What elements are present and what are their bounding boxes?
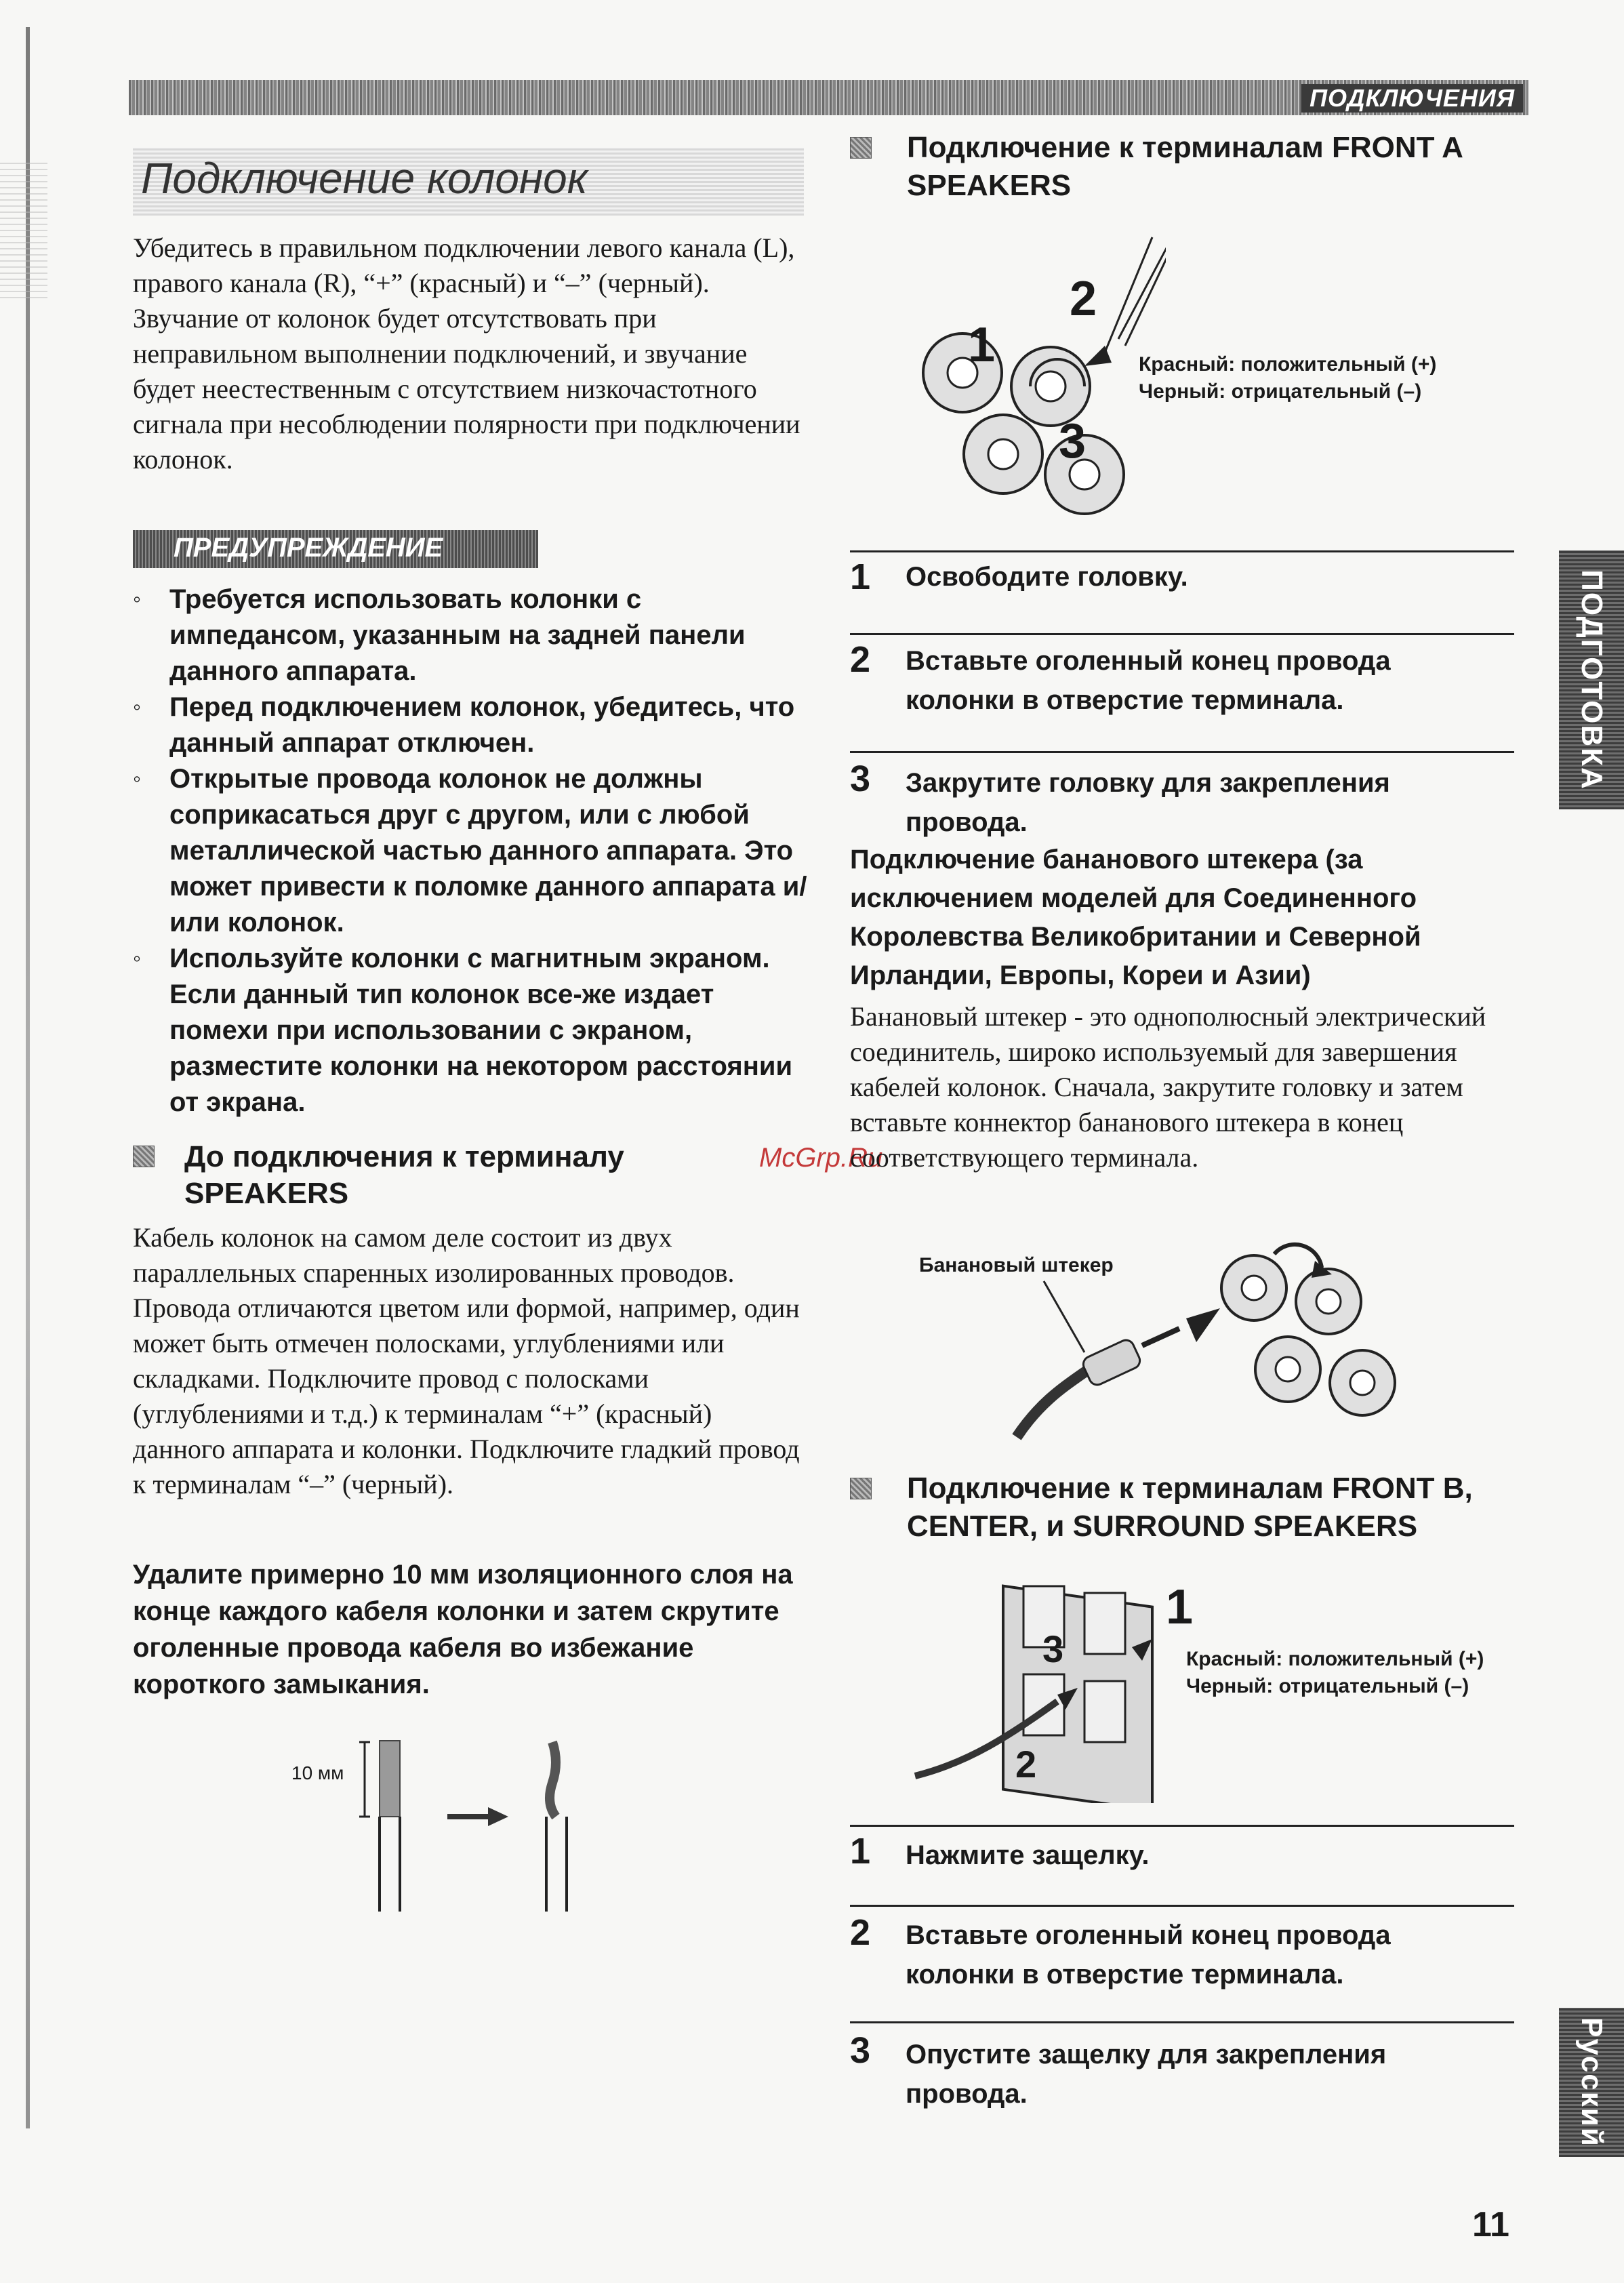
legend-black: Черный: отрицательный (–)	[1139, 380, 1422, 403]
warning-label: ПРЕДУПРЕЖДЕНИЕ	[174, 533, 443, 563]
side-tab-prep	[1559, 550, 1624, 809]
intro-block	[133, 230, 804, 477]
wire-strip-figure	[285, 1722, 583, 1912]
before-paragraph: Кабель колонок на самом деле состоит из двух параллельных спаренных изолированных проводов. Провода отличаются цветом или формой, например, один может быть отмечен полосками, углублениями или складками. Подключите провод с полосками (углублениями и т.д.) к терминалам “+” (красный) данного аппарата и колонки. Подключите гладкий провод к терминалам “–” (черный).	[133, 1222, 800, 1499]
side-tab-lang-label: Русский	[1575, 2017, 1608, 2147]
intro-paragraph: Убедитесь в правильном подключении левого канала (L), правого канала (R), “+” (красный) и “–” (черный). Звучание от колонок будет отсутствовать при неправильном выполнении подключений, и звучание будет неестественным с отсутствием низкочастотного сигнала при несоблюдении полярности при подключении колонок.	[133, 233, 800, 474]
front-b-step-number: 1	[850, 1831, 871, 1872]
banana-plug-label: Банановый штекер	[919, 1254, 1114, 1276]
before-heading: До подключения к терминалу SPEAKERS	[184, 1140, 624, 1210]
fig1-step-2: 2	[1070, 272, 1097, 326]
step-rule	[850, 1825, 1514, 1827]
front-b-heading: Подключение к терминалам FRONT B, CENTER, и SURROUND SPEAKERS	[907, 1472, 1473, 1543]
legend-red: Красный: положительный (+)	[1186, 1648, 1484, 1670]
warning-text: Перед подключением колонок, убедитесь, что данный аппарат отключен.	[169, 692, 795, 758]
step-rule	[850, 550, 1514, 552]
fig1-legend	[1139, 351, 1436, 405]
side-tab-lang	[1559, 2008, 1624, 2157]
scan-edge	[26, 27, 30, 2128]
step-rule	[850, 751, 1514, 753]
section-title-box	[133, 148, 804, 216]
front-a-step-number: 1	[850, 557, 871, 597]
front-a-step-number: 3	[850, 759, 871, 799]
warning-text: Используйте колонки с магнитным экраном. Если данный тип колонок все-же издает помехи при использовании с экраном, разместите колонки на некотором расстоянии от экрана.	[169, 944, 793, 1117]
front-a-figure	[881, 217, 1532, 529]
fig2-step-3: 3	[1042, 1628, 1064, 1670]
warning-text: Открытые провода колонок не должны соприкасаться друг с другом, или с любой металлической частью данного аппарата. Это может привести к поломке данного аппарата и/или колонок.	[169, 764, 807, 937]
bullet-icon: ◦	[133, 694, 142, 720]
fig2-step-2: 2	[1015, 1743, 1037, 1785]
front-a-step-text: Вставьте оголенный конец провода колонки в отверстие терминала.	[906, 646, 1391, 715]
warning-label-box	[133, 530, 538, 568]
front-a-step-number: 2	[850, 639, 871, 680]
front-a-heading-block	[850, 129, 1514, 205]
bullet-icon: ◦	[133, 766, 142, 792]
side-tab-prep-label: ПОДГОТОВКА	[1575, 569, 1608, 790]
before-text-block	[133, 1220, 804, 1502]
front-b-step-text: Нажмите защелку.	[906, 1840, 1150, 1870]
fig2-step-1: 1	[1166, 1580, 1194, 1634]
front-b-heading-block	[850, 1470, 1521, 1545]
square-bullet-icon	[133, 1146, 155, 1167]
step-rule	[850, 633, 1514, 635]
wire-strip-diagram	[285, 1722, 583, 1912]
bullet-icon: ◦	[133, 946, 142, 971]
banana-paragraph: Банановый штекер - это однополюсный электрический соединитель, широко используемый для завершения кабелей колонок. Сначала, закрутите головку и затем вставьте коннектор бананового штекера в конец соответствующего терминала.	[850, 1001, 1486, 1173]
section-title: Подключение колонок	[141, 154, 588, 203]
page-number: 11	[1472, 2205, 1509, 2244]
fig1-step-3: 3	[1059, 414, 1087, 468]
legend-red: Красный: положительный (+)	[1139, 353, 1437, 376]
header-band-label: ПОДКЛЮЧЕНИЯ	[1301, 84, 1523, 113]
before-heading-block	[133, 1139, 756, 1212]
strip-instructions: Удалите примерно 10 мм изоляционного слоя на конце каждого кабеля колонки и затем скрутите оголенные провода кабеля во избежание короткого замыкания.	[133, 1560, 793, 1699]
step-rule	[850, 1905, 1514, 1907]
front-b-step-text: Опустите защелку для закрепления провода.	[906, 2040, 1387, 2109]
fig1-step-1: 1	[968, 318, 996, 372]
front-b-step-text: Вставьте оголенный конец провода колонки в отверстие терминала.	[906, 1920, 1391, 1989]
square-bullet-icon	[850, 137, 872, 159]
strip-length-label: 10 мм	[291, 1762, 344, 1783]
banana-figure	[908, 1234, 1410, 1451]
bullet-icon: ◦	[133, 586, 142, 612]
banana-heading: Подключение бананового штекера (за исключением моделей для Соединенного Королевства Великобритании и Северной Ирландии, Европы, Кореи и Азии)	[850, 845, 1421, 990]
watermark: McGrp.Ru	[759, 1143, 883, 1173]
warning-list	[133, 582, 811, 1120]
front-a-heading: Подключение к терминалам FRONT A SPEAKERS	[907, 131, 1463, 202]
front-b-figure	[908, 1559, 1518, 1803]
front-a-step-text: Закрутите головку для закрепления провода.	[906, 768, 1390, 837]
scan-noise	[0, 163, 47, 298]
warning-item	[133, 761, 811, 941]
front-a-step-text: Освободите головку.	[906, 562, 1188, 592]
warning-text: Требуется использовать колонки с импедансом, указанным на задней панели данного аппарата.	[169, 584, 746, 686]
screw-terminal-diagram	[881, 217, 1166, 529]
banana-text-block	[850, 999, 1521, 1175]
front-b-step-number: 3	[850, 2030, 871, 2071]
header-band	[129, 80, 1528, 115]
warning-item	[133, 941, 811, 1120]
warning-item	[133, 689, 811, 761]
latch-terminal-diagram	[908, 1559, 1193, 1803]
front-b-step-number: 2	[850, 1912, 871, 1953]
square-bullet-icon	[850, 1478, 872, 1499]
warning-item	[133, 582, 811, 689]
fig2-legend	[1186, 1646, 1484, 1700]
step-rule	[850, 2021, 1514, 2023]
legend-black: Черный: отрицательный (–)	[1186, 1675, 1469, 1697]
